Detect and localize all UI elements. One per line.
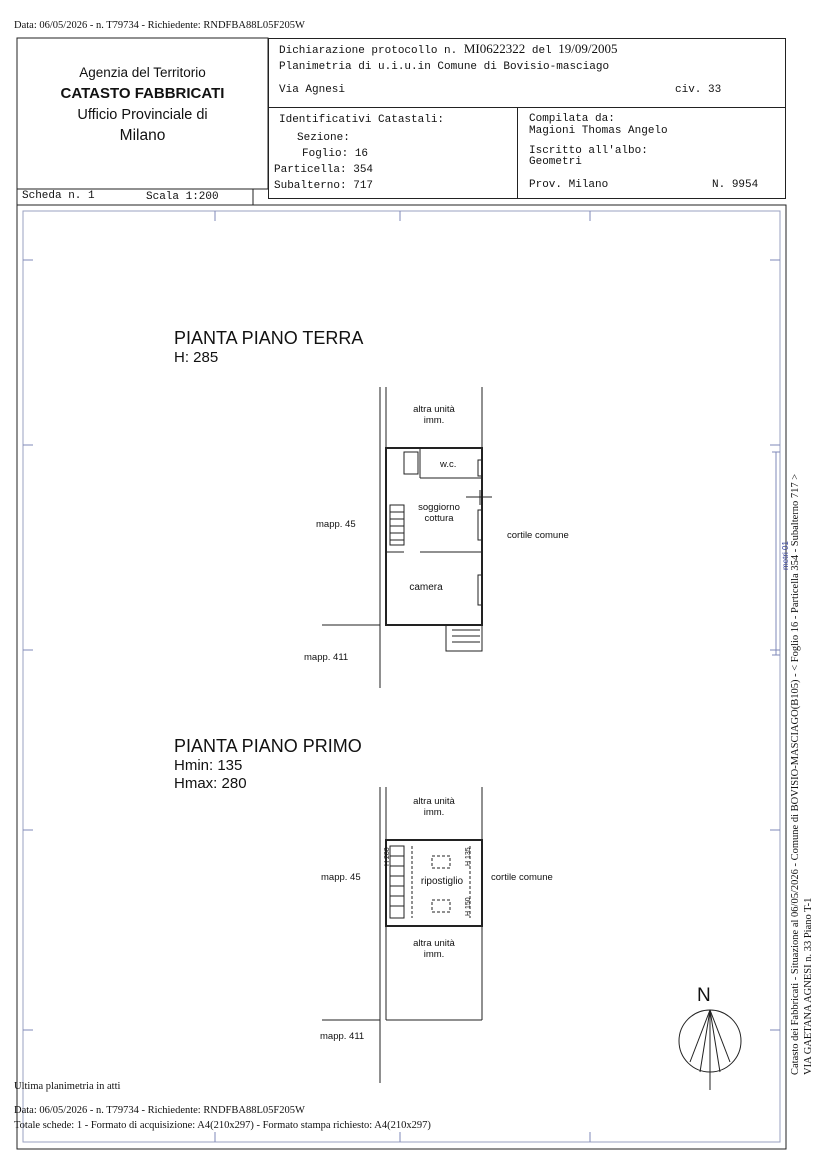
- compilata-name: Magioni Thomas Angelo: [529, 125, 668, 137]
- ground-floor-title: PIANTA PIANO TERRA: [174, 328, 364, 348]
- foglio-value: 16: [354, 148, 369, 160]
- subalterno-label: Subalterno:: [274, 180, 347, 192]
- n-value: 9954: [731, 179, 759, 191]
- gf-altra-unita-1: altra unità: [413, 404, 455, 415]
- side-text-line2: VIA GAETANA AGNESI n. 33 Piano T-1: [803, 897, 814, 1075]
- north-label: N: [697, 985, 711, 1006]
- ff-cortile: cortile comune: [491, 872, 553, 883]
- footer-stamp: Data: 06/05/2026 - n. T79734 - Richiedente: RNDFBA88L05F205W: [14, 1105, 305, 1116]
- identificativi-box: [268, 107, 518, 199]
- wc-label: w.c.: [440, 459, 457, 470]
- compilata-label: Compilata da:: [529, 113, 615, 125]
- particella-label: Particella:: [274, 164, 347, 176]
- street: Via Agnesi: [279, 84, 346, 96]
- scale-mark: metri 01: [781, 541, 790, 570]
- top-stamp: Data: 06/05/2026 - n. T79734 - Richiedente: RNDFBA88L05F205W: [14, 20, 305, 31]
- sezione-label: Sezione:: [297, 132, 350, 144]
- footer-totale: Totale schede: 1 - Formato di acquisizione: A4(210x297) - Formato stampa richiesto: A4(210x297): [14, 1120, 431, 1131]
- protocol-label: Dichiarazione protocollo n.: [279, 45, 458, 57]
- ff-altra-unita-b2: imm.: [423, 949, 445, 960]
- protocol-del: del: [531, 45, 552, 57]
- identificativi-title: Identificativi Catastali:: [279, 114, 445, 126]
- prov-label: Prov.: [529, 179, 563, 191]
- civ-number: 33: [708, 84, 722, 96]
- protocol-number: MI0622322: [463, 41, 526, 56]
- ff-mapp45: mapp. 45: [321, 872, 361, 883]
- first-floor-hmax: Hmax: 280: [174, 775, 247, 792]
- civ-label: civ.: [675, 84, 702, 96]
- side-text-line1: Catasto dei Fabbricati - Situazione al 06/05/2026 - Comune di BOVISIO-MASCIAGO(B105) - < Foglio 16 - Particella 354 - Subalterno 717 >: [790, 473, 801, 1075]
- albo-value: Geometri: [529, 156, 582, 168]
- ff-altra-unita-2: imm.: [423, 807, 445, 818]
- h135-label: H 135: [465, 847, 472, 866]
- subalterno-value: 717: [353, 180, 374, 192]
- agency-line3: Ufficio Provinciale di: [77, 107, 208, 123]
- first-floor-hmin: Hmin: 135: [174, 757, 243, 774]
- ground-floor-plan: [322, 387, 492, 688]
- sheet-inner-frame: [23, 211, 780, 1142]
- gf-cortile: cortile comune: [507, 530, 569, 541]
- soggiorno-label-1: soggiorno: [418, 502, 460, 513]
- first-floor-title: PIANTA PIANO PRIMO: [174, 736, 362, 756]
- soggiorno-label-2: cottura: [424, 513, 454, 524]
- h150-label: H 150: [465, 897, 472, 916]
- n-label: N.: [712, 179, 726, 191]
- albo-label: Iscritto all'albo:: [529, 145, 648, 157]
- header-protocol-box: [268, 38, 786, 108]
- gf-mapp45: mapp. 45: [316, 519, 356, 530]
- sheet-frame: [17, 205, 786, 1149]
- particella-value: 354: [353, 164, 374, 176]
- planimetria-line: Planimetria di u.i.u.in Comune di Bovisio-masciago: [279, 61, 610, 73]
- scheda-label: Scheda n. 1: [22, 190, 95, 202]
- scala-label: Scala 1:200: [146, 191, 219, 203]
- prov-value: Milano: [568, 179, 609, 191]
- agency-line1: Agenzia del Territorio: [79, 65, 206, 80]
- ripostiglio-label: ripostiglio: [420, 876, 464, 887]
- camera-label: camera: [409, 582, 443, 593]
- h280-label: H 280: [384, 847, 391, 866]
- protocol-date: 19/09/2005: [558, 41, 618, 56]
- gf-altra-unita-2: imm.: [423, 415, 445, 426]
- ultima-planimetria: Ultima planimetria in atti: [14, 1081, 121, 1092]
- gf-mapp411: mapp. 411: [304, 652, 349, 663]
- ff-mapp411: mapp. 411: [320, 1031, 365, 1042]
- compilata-box: [517, 107, 786, 199]
- ff-altra-unita-1: altra unità: [413, 796, 455, 807]
- north-arrow: [679, 1010, 741, 1090]
- agency-line4: Milano: [119, 127, 166, 144]
- agency-line2: CATASTO FABBRICATI: [60, 85, 225, 102]
- foglio-label: Foglio:: [302, 148, 349, 160]
- ff-altra-unita-b1: altra unità: [413, 938, 455, 949]
- ground-floor-height: H: 285: [174, 349, 219, 366]
